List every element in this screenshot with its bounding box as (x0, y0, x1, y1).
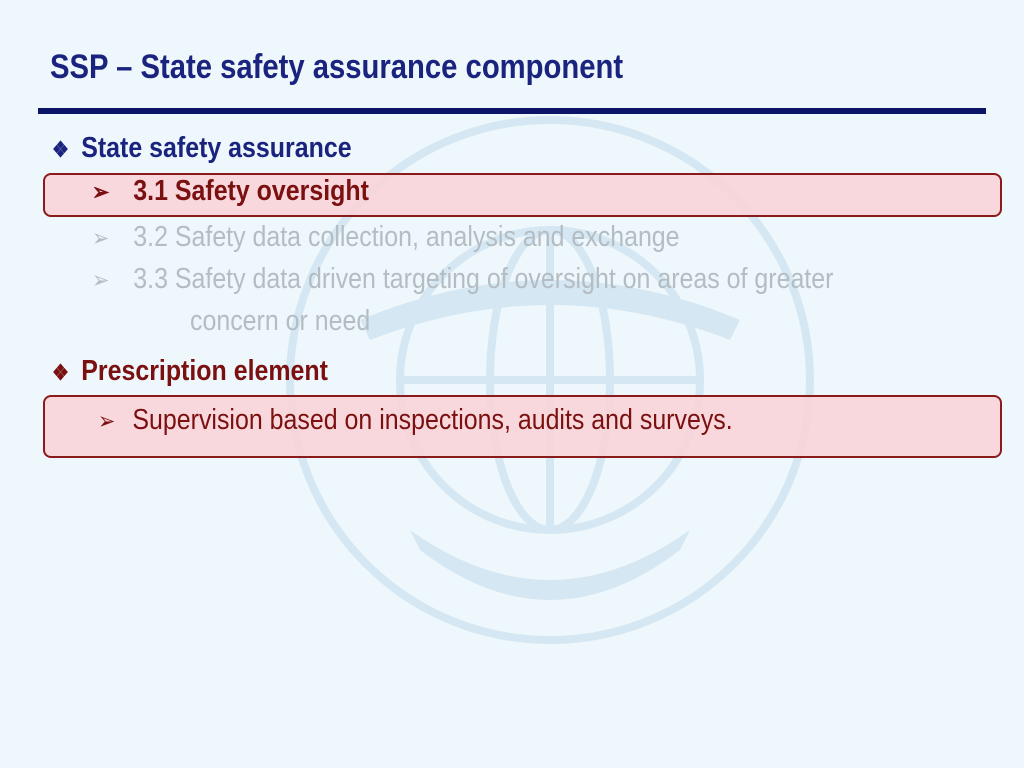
arrow-bullet-icon: ➢ (92, 179, 110, 206)
list-item-text: 3.1 Safety oversight (133, 175, 369, 207)
arrow-bullet-icon: ➢ (98, 408, 116, 435)
section-state-safety-assurance (52, 132, 352, 165)
slide-title: SSP – State safety assurance component (50, 48, 624, 86)
title-underline (38, 108, 986, 114)
list-item-continuation-text: concern or need (190, 305, 371, 337)
arrow-bullet-icon: ➢ (92, 267, 110, 294)
list-item-supervision (98, 404, 733, 437)
section-prescription-element (52, 355, 328, 388)
list-item-text: Supervision based on inspections, audits and surveys. (132, 404, 733, 436)
diamond-bullet-icon: ❖ (52, 137, 69, 162)
list-item-text: 3.2 Safety data collection, analysis and exchange (133, 221, 680, 253)
section-heading: Prescription element (81, 355, 328, 387)
list-item-text: 3.3 Safety data driven targeting of oversight on areas of greater (133, 263, 834, 295)
arrow-bullet-icon: ➢ (92, 225, 110, 252)
section-heading: State safety assurance (81, 132, 352, 164)
list-item-continuation (190, 305, 370, 338)
list-item-safety-data-targeting (92, 263, 833, 296)
list-item-safety-data-collection (92, 221, 680, 254)
list-item-safety-oversight (92, 175, 369, 208)
diamond-bullet-icon: ❖ (52, 360, 69, 385)
